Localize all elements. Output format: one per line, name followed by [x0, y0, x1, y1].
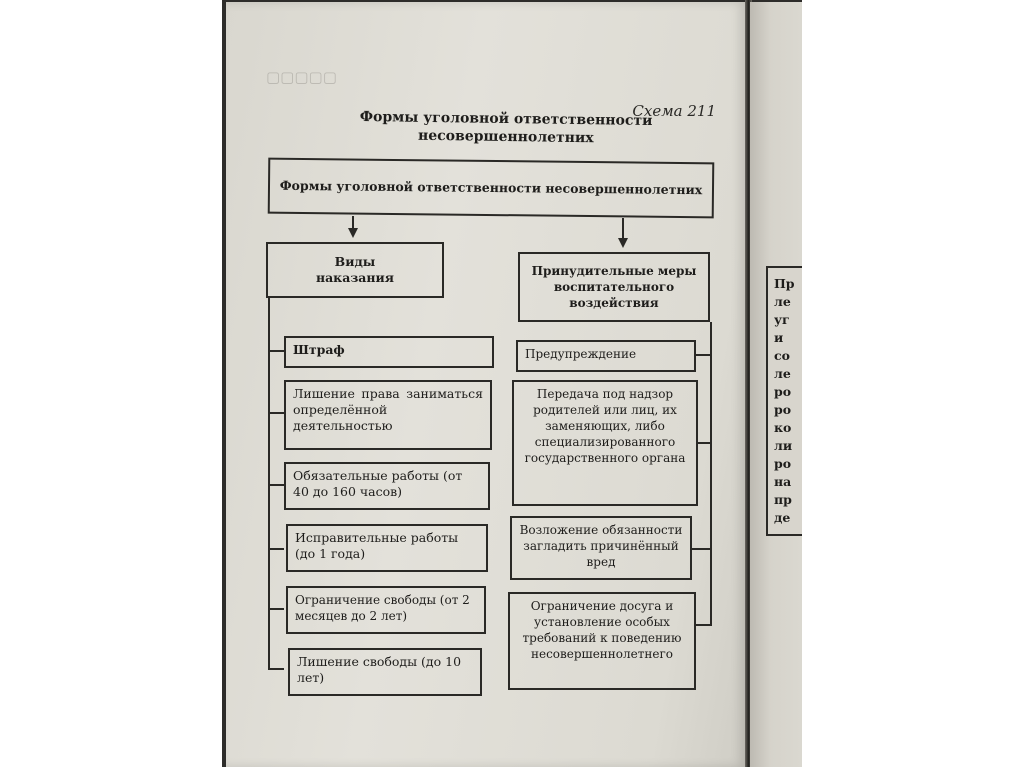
right-page-fragment: на [774, 474, 792, 489]
tick-3 [268, 484, 284, 486]
root-box-label: Формы уголовной ответственности несовершеннолетних [279, 177, 703, 198]
measure-box [512, 380, 698, 506]
right-page-fragment: де [774, 510, 791, 525]
punishment-box [286, 586, 486, 634]
measures-header-label: Принудительные меры воспитательного воздействия [531, 264, 697, 310]
punishments-header [266, 242, 444, 298]
right-page-fragment: со [774, 348, 790, 363]
connector-right [622, 218, 624, 240]
tick-1 [268, 350, 284, 352]
measure-box [516, 340, 696, 372]
right-spine [710, 322, 712, 626]
measures-header [518, 252, 710, 322]
right-page-fragment: уг [774, 312, 790, 327]
right-page-fragment: ко [774, 420, 792, 435]
root-box [268, 158, 715, 219]
arrow-right [618, 238, 628, 248]
tick-2 [268, 412, 284, 414]
punishment-box [284, 462, 490, 510]
punishment-label: Штраф [293, 342, 345, 357]
right-page-fragment: Пр [774, 276, 795, 291]
punishment-box [286, 524, 488, 572]
scheme-label: Схема 211 [632, 102, 716, 120]
right-page-fragment: и [774, 330, 784, 345]
right-page-fragment: ро [774, 456, 792, 471]
rtick-1 [694, 354, 712, 356]
measure-label: Передача под надзор родителей или лиц, их заменяющих, либо специализированного государственного органа [524, 387, 686, 465]
punishment-box [284, 380, 492, 450]
rtick-2 [696, 442, 712, 444]
punishment-label: Ограничение свободы (от 2 месяцев до 2 лет) [295, 593, 470, 623]
punishments-header-label: Виды наказания [315, 254, 395, 285]
book-photo [222, 0, 802, 767]
punishment-label: Обязательные работы (от 40 до 160 часов) [293, 468, 463, 499]
diagram-title: Формы уголовной ответственности несовершеннолетних [359, 108, 653, 147]
right-page-fragment: ле [774, 366, 791, 381]
bleed-through-text: ▢▢▢▢▢ [266, 68, 337, 86]
punishment-label: Лишение права заниматься определённой деятельностью [293, 386, 483, 433]
punishment-label: Исправительные работы (до 1 года) [295, 530, 459, 561]
right-page-box [766, 266, 802, 536]
rtick-4 [694, 624, 712, 626]
measure-box [508, 592, 696, 690]
measure-box [510, 516, 692, 580]
measure-label: Предупреждение [525, 347, 637, 361]
rtick-3 [690, 548, 712, 550]
right-page-fragment: ли [774, 438, 793, 453]
punishment-box [284, 336, 494, 368]
right-page-fragment: ле [774, 294, 791, 309]
tick-4 [268, 548, 284, 550]
right-page-fragment: ро [774, 384, 792, 399]
measure-label: Ограничение досуга и установление особых требований к поведению несовершеннолетнего [522, 599, 682, 661]
arrow-left [348, 228, 358, 238]
tick-6 [268, 668, 284, 670]
punishment-label: Лишение свободы (до 10 лет) [297, 654, 462, 685]
measure-label: Возложение обязанности загладить причинённый вред [519, 523, 683, 569]
book-page [226, 2, 746, 767]
tick-5 [268, 608, 284, 610]
punishment-box [288, 648, 482, 696]
right-page-fragment: ро [774, 402, 792, 417]
right-page-fragment: пр [774, 492, 792, 507]
